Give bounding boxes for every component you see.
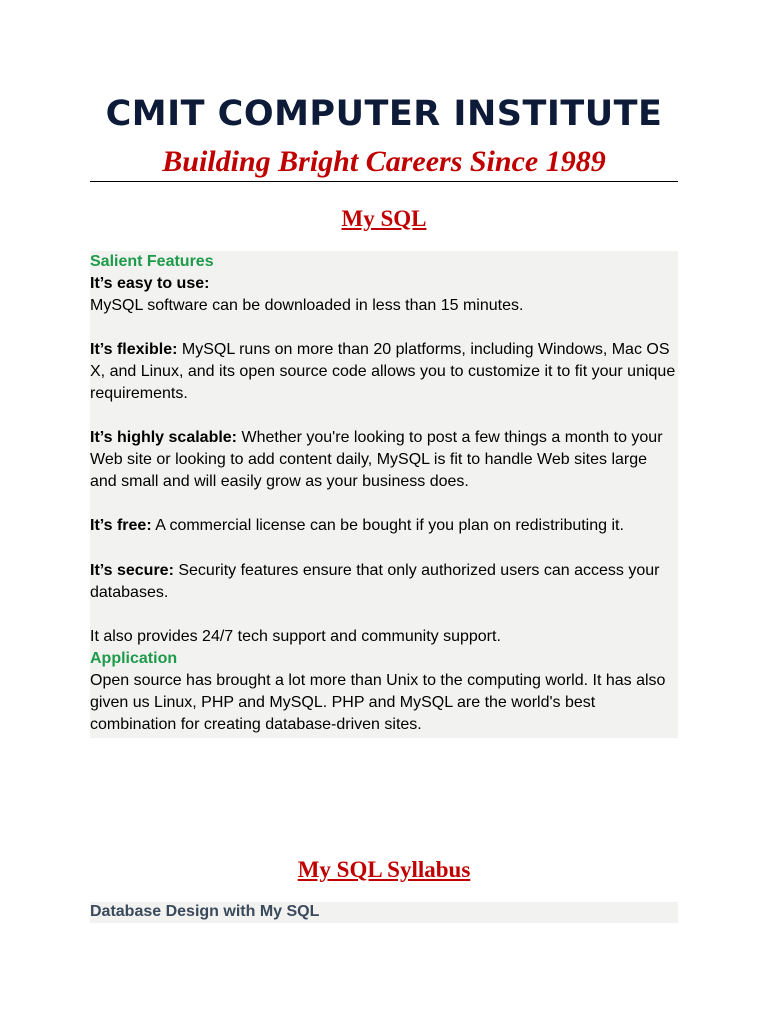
feature-free (90, 515, 678, 537)
salient-features-heading: Salient Features (90, 253, 214, 270)
feature-secure-label: It’s secure: (90, 562, 174, 579)
feature-free-text: A commercial license can be bought if you plan on redistributing it. (155, 517, 624, 534)
feature-easy-label: It’s easy to use: (90, 275, 210, 292)
feature-easy-text: MySQL software can be downloaded in less than 15 minutes. (90, 297, 524, 314)
feature-secure-text: Security features ensure that only authorized users can access your databases. (90, 562, 660, 601)
mysql-heading: My SQL (341, 206, 427, 231)
application-heading: Application (90, 650, 178, 667)
feature-free-label: It’s free: (90, 517, 152, 534)
syllabus-heading: My SQL Syllabus (297, 857, 471, 882)
feature-scalable (90, 427, 678, 493)
feature-scalable-text: Whether you're looking to post a few things a month to your Web site or looking to add content daily, MySQL is fit to handle Web sites large and small and will easily grow as your business does. (90, 429, 663, 490)
feature-secure (90, 560, 678, 604)
support-text: It also provides 24/7 tech support and community support. (90, 628, 501, 645)
header-divider (90, 181, 678, 182)
feature-flexible (90, 339, 678, 405)
institute-tagline: Building Bright Careers Since 1989 (162, 145, 606, 178)
application-label-row (90, 648, 678, 670)
salient-features-label (90, 251, 678, 273)
application-text: Open source has brought a lot more than Unix to the computing world. It has also given us Linux, PHP and MySQL. PHP and MySQL are the world's best combination for creating database-driven sites. (90, 672, 666, 733)
feature-flexible-text: MySQL runs on more than 20 platforms, including Windows, Mac OS X, and Linux, and its open source code allows you to customize it to fit your unique requirements. (90, 341, 676, 402)
syllabus-item: Database Design with My SQL (90, 903, 320, 920)
feature-scalable-label: It’s highly scalable: (90, 429, 238, 446)
institute-title: CMIT COMPUTER INSTITUTE (105, 94, 663, 134)
feature-flexible-label: It’s flexible: (90, 341, 178, 358)
feature-easy (90, 273, 678, 317)
